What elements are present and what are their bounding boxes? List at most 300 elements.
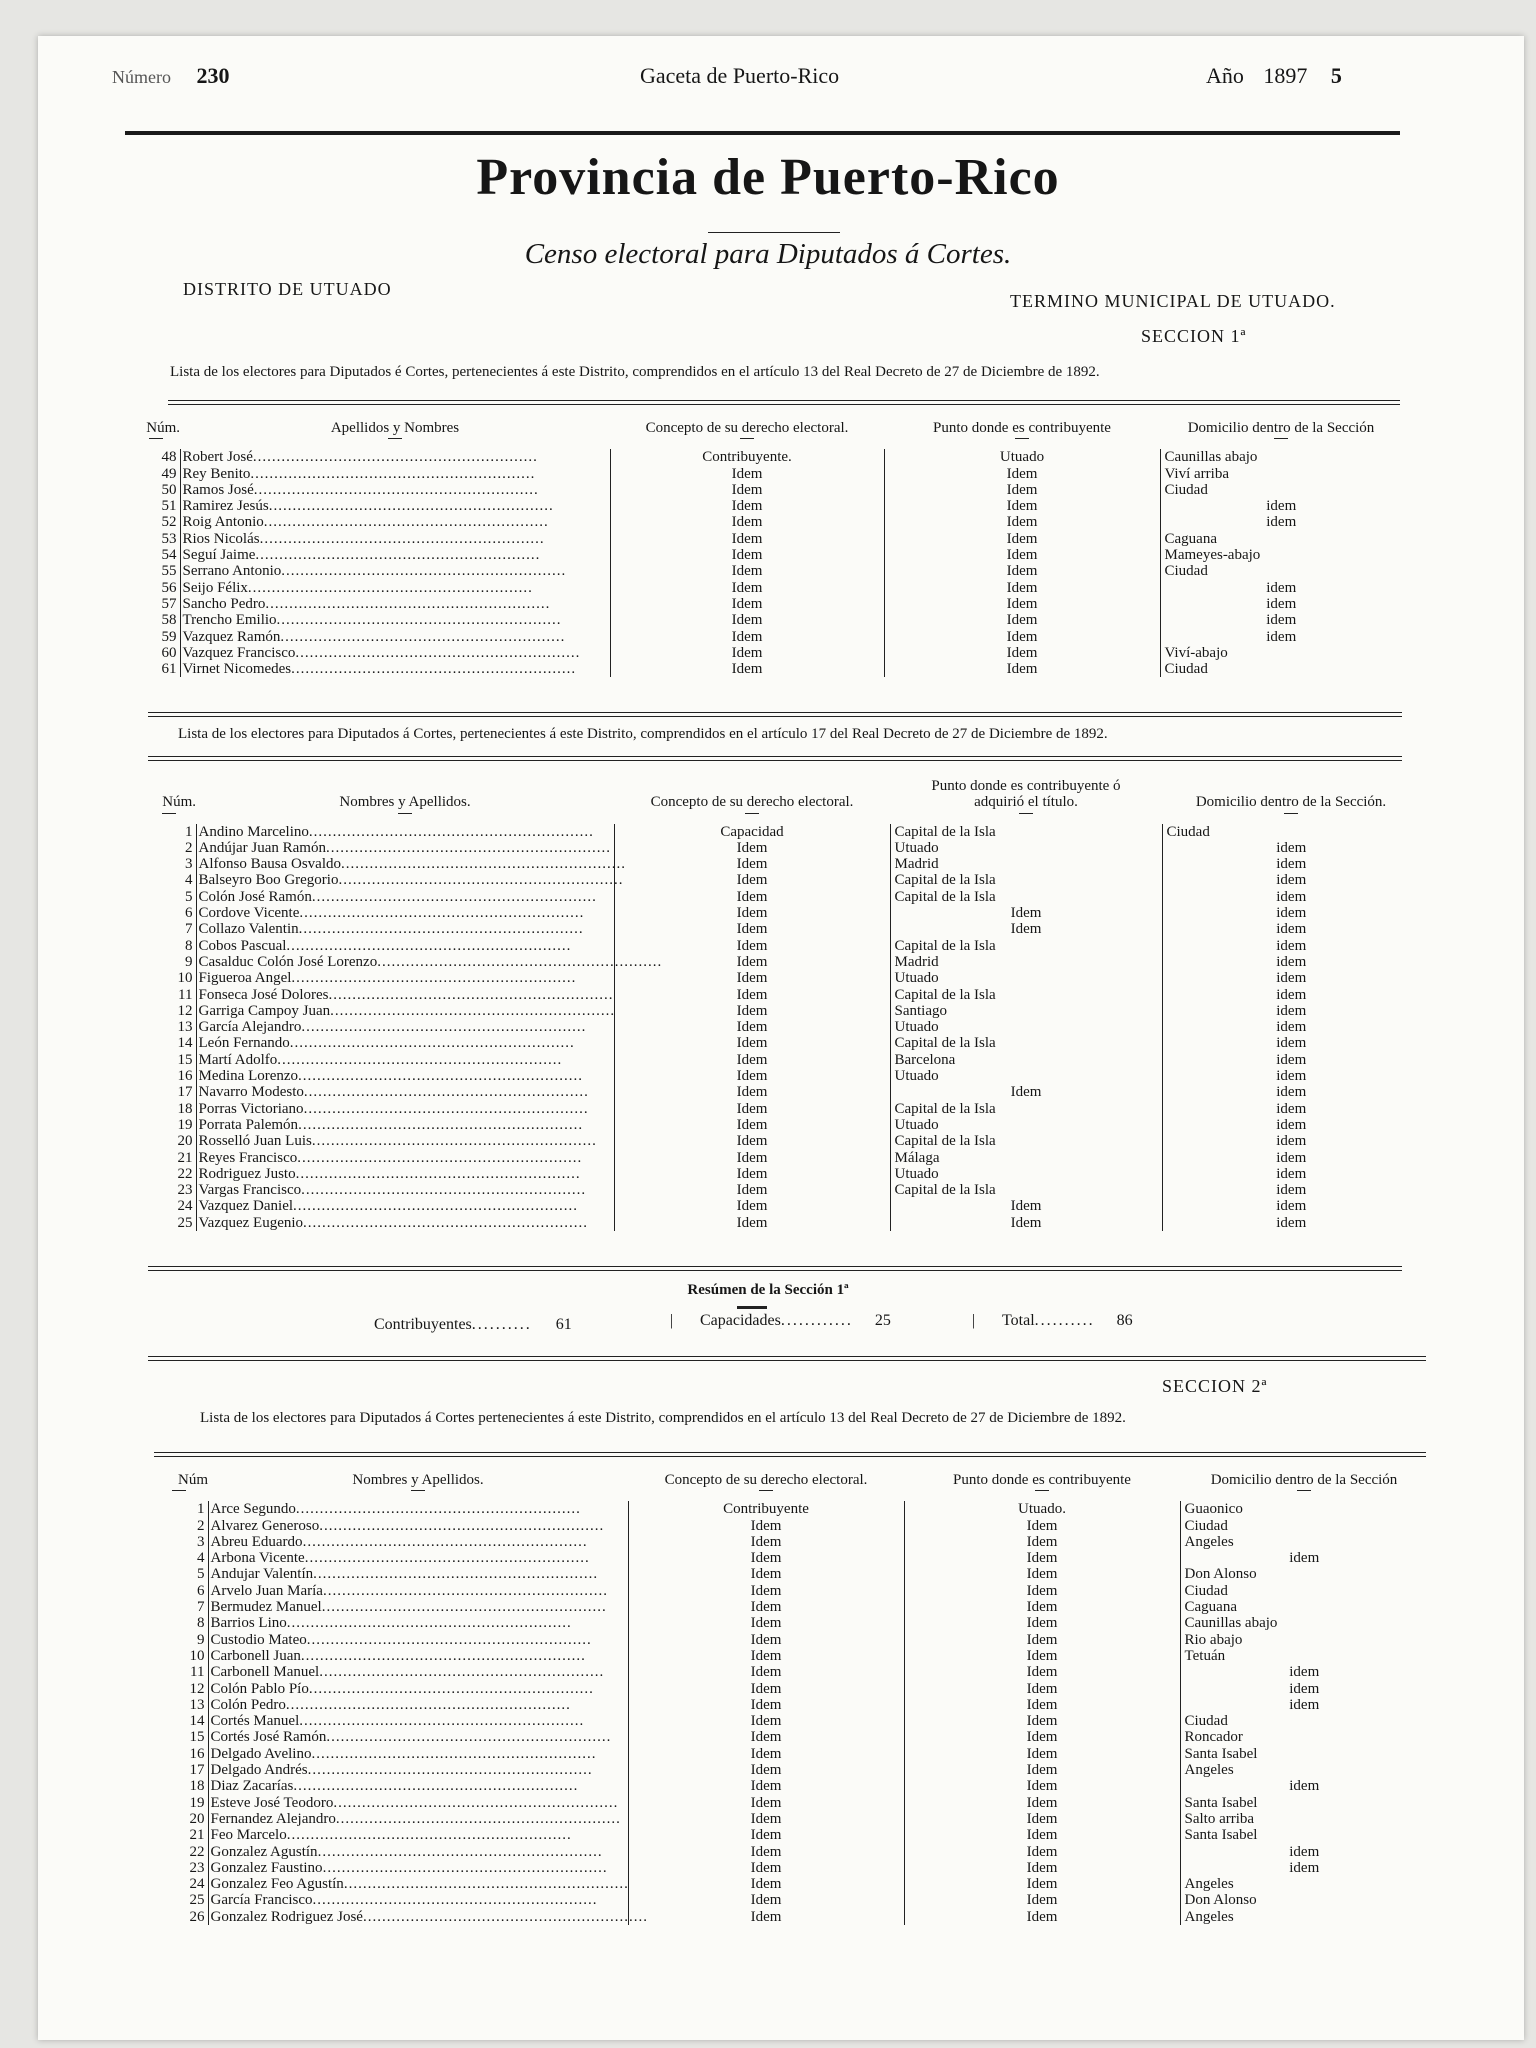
table-row: [132, 449, 1402, 465]
electoral-right: [628, 1827, 904, 1843]
domicile-text: idem: [1276, 1133, 1307, 1150]
elector-name-text: Figueroa Angel: [198, 970, 292, 987]
leader-dots: ............................................................: [298, 1116, 584, 1133]
elector-number-text: 19: [189, 1794, 205, 1811]
elector-name-text: Ramirez Jesús: [182, 498, 269, 515]
section2-list13-table: [150, 1470, 1428, 1925]
domicile-text: idem: [1266, 579, 1297, 596]
elector-name: [180, 498, 610, 514]
electoral-right-text: Capacidad: [720, 823, 784, 840]
table-body: [142, 824, 1420, 1231]
elector-number: [142, 1150, 196, 1166]
elector-number-text: 21: [177, 1149, 193, 1166]
leader-dots: ............................................................: [335, 1810, 621, 1827]
domicile-text: idem: [1276, 839, 1307, 856]
total-label: Total: [1002, 1312, 1035, 1329]
taxpayer-location-text: Idem: [1026, 1908, 1058, 1925]
leader-dots: ............................................................: [311, 1133, 597, 1150]
elector-number-text: 12: [177, 1002, 193, 1019]
elector-number: [150, 1713, 208, 1729]
elector-name-text: Carbonell Juan: [210, 1647, 301, 1664]
domicile: [1180, 1876, 1428, 1892]
electoral-right: [614, 824, 890, 840]
elector-name: [208, 1746, 628, 1762]
taxpayer-location-text: Idem: [1010, 1198, 1042, 1215]
domicile: [1162, 1117, 1420, 1133]
taxpayer-location-text: Idem: [1010, 1084, 1042, 1101]
taxpayer-location: [890, 1182, 1162, 1198]
domicile: [1162, 921, 1420, 937]
taxpayer-location-text: Idem: [1026, 1550, 1058, 1567]
elector-number-text: 5: [197, 1566, 205, 1583]
elector-number: [150, 1729, 208, 1745]
electoral-right: [628, 1566, 904, 1582]
col-domicile-header: Domicilio dentro de la Sección.: [1162, 776, 1420, 824]
elector-name: [208, 1599, 628, 1615]
taxpayer-location: [904, 1648, 1180, 1664]
domicile-text: Ciudad: [1184, 1713, 1228, 1730]
elector-name: [180, 645, 610, 661]
leader-dots: ............................................................: [276, 612, 562, 629]
domicile: [1162, 1182, 1420, 1198]
table-row: [132, 466, 1402, 482]
summary-sep-2: |: [972, 1312, 976, 1329]
electoral-right: [628, 1697, 904, 1713]
taxpayer-location-text: Idem: [1026, 1582, 1058, 1599]
electoral-right: [610, 514, 884, 530]
electoral-right: [614, 889, 890, 905]
leader-dots: ............................................................: [286, 1615, 572, 1632]
domicile-text: idem: [1266, 628, 1297, 645]
elector-name: [196, 1215, 614, 1231]
leader-dots: ............................................................: [252, 449, 538, 466]
elector-name: [208, 1501, 628, 1517]
leader-dots: ............................................................: [265, 595, 551, 612]
electoral-right-text: Idem: [736, 937, 768, 954]
taxpayer-location: [890, 1166, 1162, 1182]
elector-number-text: 4: [185, 872, 193, 889]
taxpayer-location-text: Capital de la Isla: [894, 872, 996, 889]
elector-name-text: Vazquez Francisco: [182, 644, 296, 661]
domicile: [1162, 1035, 1420, 1051]
elector-number-text: 17: [177, 1084, 193, 1101]
domicile: [1180, 1583, 1428, 1599]
elector-name-text: Bermudez Manuel: [210, 1599, 322, 1616]
electoral-right-text: Idem: [736, 1198, 768, 1215]
domicile-text: idem: [1276, 1035, 1307, 1052]
electoral-right-text: Idem: [731, 579, 763, 596]
taxpayer-location: [890, 1150, 1162, 1166]
leader-dots: ............................................................: [308, 823, 594, 840]
taxpayer-location-text: Idem: [1010, 905, 1042, 922]
elector-name-text: Cortés Manuel: [210, 1713, 300, 1730]
taxpayer-location-text: Idem: [1026, 1599, 1058, 1616]
table-row: [150, 1697, 1428, 1713]
taxpayer-location: [884, 629, 1160, 645]
elector-name: [208, 1908, 648, 1925]
taxpayer-location-text: Idem: [1026, 1680, 1058, 1697]
elector-name-text: Seguí Jaime: [182, 547, 256, 564]
table-header-row: [142, 776, 1420, 824]
leader-dots: ............................................................: [298, 921, 584, 938]
table-header-row: [132, 418, 1402, 449]
issue-number-label: Número: [112, 67, 171, 87]
domicile-text: idem: [1276, 937, 1307, 954]
elector-name-text: Serrano Antonio: [182, 563, 282, 580]
elector-name: [180, 449, 610, 465]
taxpayer-location: [904, 1844, 1180, 1860]
elector-number: [150, 1892, 208, 1908]
elector-name: [180, 466, 610, 482]
elector-number: [150, 1583, 208, 1599]
taxpayer-location: [884, 645, 1160, 661]
electoral-right: [614, 1101, 890, 1117]
elector-number: [142, 921, 196, 937]
domicile: [1162, 1101, 1420, 1117]
section1-list17-intro: Lista de los electores para Diputados á Cortes, pertenecientes á este Distrito, comprendidos en el artículo 17 del Real Decreto de 27 de Diciembre de 1892.: [178, 726, 1108, 742]
elector-number: [150, 1811, 208, 1827]
elector-number: [150, 1566, 208, 1582]
taxpayer-location: [890, 1068, 1162, 1084]
elector-number-text: 12: [189, 1680, 205, 1697]
elector-name: [196, 1117, 614, 1133]
electoral-right-text: Idem: [736, 1149, 768, 1166]
taxpayer-location: [890, 1003, 1162, 1019]
taxpayer-location-text: Idem: [1006, 644, 1038, 661]
taxpayer-location: [884, 466, 1160, 482]
taxpayer-location: [884, 449, 1160, 465]
leader-dots: ............................................................: [293, 1778, 579, 1795]
elector-name: [208, 1681, 628, 1697]
domicile: [1160, 547, 1402, 563]
taxpayer-location-text: Utuado: [894, 1068, 939, 1085]
taxpayer-location-text: Barcelona: [894, 1051, 956, 1068]
domicile-text: Ciudad: [1166, 823, 1210, 840]
electoral-right-text: Idem: [736, 986, 768, 1003]
domicile: [1162, 824, 1420, 840]
elector-name: [196, 1166, 614, 1182]
taxpayer-location: [904, 1681, 1180, 1697]
taxpayer-location-text: Madrid: [894, 953, 939, 970]
elector-name-text: Delgado Andrés: [210, 1762, 308, 1779]
domicile-text: Ciudad: [1184, 1517, 1228, 1534]
leader-dots: ............................................................: [250, 465, 536, 482]
taxpayer-location-text: Idem: [1026, 1745, 1058, 1762]
electoral-right-text: Idem: [736, 1084, 768, 1101]
electoral-right: [614, 938, 890, 954]
taxpayer-location: [904, 1729, 1180, 1745]
domicile-text: Caunillas abajo: [1184, 1615, 1278, 1632]
domicile-text: idem: [1276, 1214, 1307, 1231]
taxpayer-location-text: Utuado: [894, 839, 939, 856]
table-row: [142, 1101, 1420, 1117]
title-divider: [708, 232, 840, 233]
domicile: [1180, 1697, 1428, 1713]
table-row: [142, 1150, 1420, 1166]
leader-dots: ............................................................: [303, 1214, 589, 1231]
electoral-right-text: Idem: [736, 921, 768, 938]
electoral-right: [628, 1599, 904, 1615]
leader-dots: ............................................................: [330, 1002, 616, 1019]
taxpayer-location-text: Idem: [1026, 1664, 1058, 1681]
elector-number-text: 15: [189, 1729, 205, 1746]
table-row: [150, 1583, 1428, 1599]
leader-dots: ............................................................: [291, 970, 577, 987]
table-row: [142, 905, 1420, 921]
elector-number: [150, 1534, 208, 1550]
taxpayer-location: [904, 1746, 1180, 1762]
elector-name-text: Rey Benito: [182, 465, 251, 482]
domicile-text: idem: [1266, 498, 1297, 515]
elector-number-text: 55: [161, 563, 177, 580]
electoral-right-text: Idem: [750, 1615, 782, 1632]
domicile: [1180, 1827, 1428, 1843]
taxpayer-location-text: Capital de la Isla: [894, 1182, 996, 1199]
electoral-right-text: Idem: [750, 1550, 782, 1567]
elector-name: [208, 1648, 628, 1664]
domicile: [1162, 987, 1420, 1003]
table1-bottom-rule: [148, 712, 1402, 717]
leader-dots: ............................................................: [289, 1035, 575, 1052]
elector-number: [150, 1778, 208, 1794]
section1-list13-intro: Lista de los electores para Diputados é Cortes, pertenecientes á este Distrito, comprendidos en el artículo 13 del Real Decreto de 27 de Diciembre de 1892.: [170, 364, 1100, 380]
electoral-right-text: Idem: [736, 953, 768, 970]
col-point-header: Punto donde es contribuyente: [884, 418, 1160, 449]
electoral-right-text: Idem: [750, 1599, 782, 1616]
electoral-right-text: Idem: [731, 498, 763, 515]
electoral-right-text: Idem: [750, 1859, 782, 1876]
elector-name-text: Gonzalez Agustín: [210, 1843, 318, 1860]
domicile-text: Ciudad: [1184, 1582, 1228, 1599]
electoral-right-text: Idem: [731, 563, 763, 580]
table-row: [150, 1566, 1428, 1582]
elector-number-text: 25: [189, 1892, 205, 1909]
domicile: [1180, 1501, 1428, 1517]
elector-number-text: 13: [189, 1696, 205, 1713]
taxpayer-location: [904, 1778, 1180, 1794]
taxpayer-location-text: Idem: [1026, 1794, 1058, 1811]
electoral-right-text: Idem: [750, 1778, 782, 1795]
domicile: [1180, 1615, 1428, 1631]
taxpayer-location-text: Idem: [1026, 1892, 1058, 1909]
taxpayer-location: [884, 563, 1160, 579]
elector-number-text: 50: [161, 481, 177, 498]
taxpayer-location-text: Capital de la Isla: [894, 986, 996, 1003]
elector-number: [150, 1550, 208, 1566]
electoral-right: [628, 1632, 904, 1648]
electoral-right-text: Idem: [736, 1068, 768, 1085]
section1-label: SECCION 1ª: [1141, 326, 1247, 346]
table1-top-rule: [168, 400, 1400, 405]
leader-dots: ............................................................: [295, 1165, 581, 1182]
elector-name-text: Cortés José Ramón: [210, 1729, 327, 1746]
domicile: [1160, 531, 1402, 547]
domicile: [1162, 970, 1420, 986]
electoral-right: [614, 921, 890, 937]
leader-dots: ............................................................: [328, 986, 614, 1003]
electoral-right: [614, 1166, 890, 1182]
electoral-right-text: Contribuyente.: [702, 449, 792, 466]
electoral-right-text: Idem: [731, 595, 763, 612]
leader-dots: ............................................................: [259, 530, 545, 547]
municipality-label: TERMINO MUNICIPAL DE UTUADO.: [1010, 291, 1336, 311]
electoral-right: [628, 1583, 904, 1599]
table-row: [132, 629, 1402, 645]
elector-number-text: 58: [161, 612, 177, 629]
electoral-right: [614, 905, 890, 921]
taxpayer-location-text: Santiago: [894, 1002, 947, 1019]
domicile-text: Caunillas abajo: [1164, 449, 1258, 466]
electoral-right: [614, 1198, 890, 1214]
electoral-right: [628, 1909, 904, 1925]
elector-name-text: Vazquez Ramón: [182, 628, 281, 645]
table-row: [150, 1681, 1428, 1697]
elector-name-text: Seijo Félix: [182, 579, 248, 596]
elector-name-text: Esteve José Teodoro: [210, 1794, 334, 1811]
elector-name-text: Gonzalez Faustino: [210, 1859, 323, 1876]
elector-name-text: Gonzalez Feo Agustín: [210, 1876, 344, 1893]
elector-name: [208, 1844, 628, 1860]
domicile: [1180, 1632, 1428, 1648]
taxpayer-location-text: Idem: [1006, 612, 1038, 629]
taxpayer-location: [890, 905, 1162, 921]
elector-name: [196, 970, 614, 986]
taxpayer-location-text: Utuado: [894, 970, 939, 987]
electoral-right: [628, 1729, 904, 1745]
elector-number: [142, 1198, 196, 1214]
elector-name: [196, 1003, 614, 1019]
domicile: [1162, 856, 1420, 872]
col-point-header: Punto donde es contribuyente ó adquirió el título.: [890, 776, 1162, 824]
elector-name: [180, 612, 610, 628]
taxpayer-location: [904, 1876, 1180, 1892]
domicile-text: idem: [1276, 1100, 1307, 1117]
electoral-right: [610, 466, 884, 482]
domicile: [1180, 1664, 1428, 1680]
taxpayer-location: [890, 1198, 1162, 1214]
col-name-header: Nombres y Apellidos.: [208, 1470, 628, 1501]
electoral-right: [614, 1035, 890, 1051]
elector-name-text: Arbona Vicente: [210, 1550, 305, 1567]
table-body: [150, 1501, 1428, 1925]
table-row: [132, 514, 1402, 530]
taxpayer-location: [890, 1133, 1162, 1149]
leader-dots: ............................................................: [298, 1068, 584, 1085]
taxpayer-location-text: Idem: [1026, 1631, 1058, 1648]
electoral-right: [614, 1019, 890, 1035]
elector-number: [150, 1599, 208, 1615]
elector-name: [208, 1729, 628, 1745]
elector-name-text: Balseyro Boo Gregorio: [198, 872, 339, 889]
taxpayer-location: [904, 1827, 1180, 1843]
taxpayer-location: [890, 921, 1162, 937]
electoral-right: [628, 1648, 904, 1664]
elector-name-text: León Fernando: [198, 1035, 290, 1052]
elector-number: [142, 938, 196, 954]
domicile: [1180, 1746, 1428, 1762]
table-row: [142, 1035, 1420, 1051]
table-row: [142, 970, 1420, 986]
electoral-right-text: Idem: [750, 1647, 782, 1664]
leader-dots: ............................................................: [286, 937, 572, 954]
electoral-right-text: Idem: [731, 530, 763, 547]
domicile: [1162, 1019, 1420, 1035]
taxpayer-location-text: Idem: [1026, 1713, 1058, 1730]
elector-name: [196, 953, 663, 970]
electoral-right: [628, 1534, 904, 1550]
electoral-right-text: Idem: [750, 1843, 782, 1860]
year-label: Año: [1206, 63, 1244, 88]
table-row: [150, 1518, 1428, 1534]
elector-number: [142, 970, 196, 986]
table-row: [142, 840, 1420, 856]
elector-number-text: 52: [161, 514, 177, 531]
domicile-text: idem: [1266, 514, 1297, 531]
domicile: [1162, 1133, 1420, 1149]
electoral-right: [628, 1615, 904, 1631]
leader-dots: ............................................................: [307, 1762, 593, 1779]
domicile-text: Santa Isabel: [1184, 1794, 1258, 1811]
elector-name-text: Feo Marcelo: [210, 1827, 287, 1844]
electoral-right: [614, 1133, 890, 1149]
table2-top-rule: [148, 756, 1402, 761]
electoral-right-text: Idem: [736, 856, 768, 873]
leader-dots: ............................................................: [281, 563, 567, 580]
leader-dots: ............................................................: [286, 1827, 572, 1844]
elector-number-text: 53: [161, 530, 177, 547]
elector-name: [196, 938, 614, 954]
elector-number: [132, 449, 180, 465]
domicile-text: idem: [1276, 1116, 1307, 1133]
elector-name: [208, 1892, 628, 1908]
elector-name-text: Fonseca José Dolores: [198, 986, 329, 1003]
domicile-text: idem: [1276, 970, 1307, 987]
domicile: [1180, 1566, 1428, 1582]
electoral-right: [610, 547, 884, 563]
electoral-right-text: Idem: [750, 1713, 782, 1730]
elector-number-text: 22: [177, 1165, 193, 1182]
taxpayer-location: [904, 1811, 1180, 1827]
elector-number: [142, 1068, 196, 1084]
elector-name: [196, 872, 624, 889]
electoral-right-text: Idem: [736, 1051, 768, 1068]
leader-dots: ............................................................: [303, 1100, 589, 1117]
elector-number-text: 60: [161, 644, 177, 661]
domicile: [1160, 580, 1402, 596]
table-row: [132, 596, 1402, 612]
table-row: [150, 1599, 1428, 1615]
page-subtitle: Censo electoral para Diputados á Cortes.: [524, 238, 1012, 270]
taxpayer-location: [904, 1566, 1180, 1582]
electoral-right-text: Idem: [731, 547, 763, 564]
domicile-text: Salto arriba: [1184, 1810, 1255, 1827]
domicile: [1160, 482, 1402, 498]
table3-top-rule: [154, 1452, 1426, 1457]
electoral-right-text: Idem: [731, 514, 763, 531]
taxpayer-location: [904, 1615, 1180, 1631]
table-row: [150, 1648, 1428, 1664]
table-row: [150, 1501, 1428, 1517]
domicile: [1180, 1681, 1428, 1697]
leader-dots: ............................................................: [295, 644, 581, 661]
elector-name-text: Vazquez Eugenio: [198, 1214, 304, 1231]
elector-number: [142, 872, 196, 888]
domicile: [1162, 905, 1420, 921]
leader-dots: ............................................................: [319, 1664, 605, 1681]
elector-name-text: Reyes Francisco: [198, 1149, 298, 1166]
taxpayer-location: [904, 1713, 1180, 1729]
electoral-right-text: Idem: [736, 888, 768, 905]
